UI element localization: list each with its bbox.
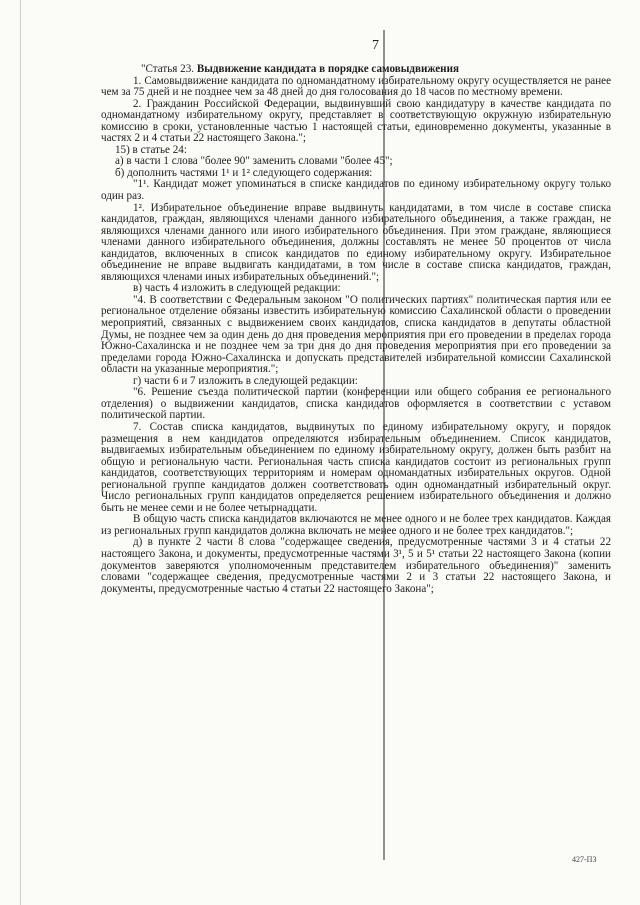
item-v: в) часть 4 изложить в следующей редакции: (133, 282, 341, 295)
article-prefix: "Статья 23. (141, 63, 197, 75)
page-number: 7 (372, 38, 379, 53)
paragraph-1: 1. Самовыдвижение кандидата по одномандатному избирательному округу осуществляется не ранее чем за 75 дней и не позднее чем за 48 дней до дня голосования до 18 часов по местному времени. (101, 74, 611, 99)
item-a: а) в части 1 слова "более 90" заменить словами "более 45"; (115, 155, 393, 168)
paragraph-6: "6. Решение съезда политической партии (конференции или общего собрания ее регионального отделения) о выдвижении кандидатов, списка кандидатов оформляется в соответствии с уставом политической партии. (101, 386, 611, 422)
item-15: 15) в статье 24: (115, 143, 187, 156)
paragraph-7: 7. Состав списка кандидатов, выдвинутых по единому избирательному округу, и порядок размещения в нем кандидатов определяются избирательным объединением. Список кандидатов, выдвигаемых избирательным объединением по единому избирательному округу, должен быть разбит на общую и региональную части. Региональная часть списка кандидатов состоит из региональных групп кандидатов, соответствующих территориям и номерам одномандатных избирательных округов. Одной региональной группе кандидатов должен соответствовать один одномандатный избирательный округ. Число региональных групп кандидатов определяется решением избирательного объединения и должно быть не менее семи и не более четырнадцати. (101, 420, 611, 514)
article-title: Выдвижение кандидата в порядке самовыдвижения (196, 63, 459, 75)
scan-edge-line (20, 0, 21, 905)
document-body (101, 64, 611, 595)
item-b: б) дополнить частями 1¹ и 1² следующего содержания: (115, 166, 373, 179)
paragraph-7-cont: В общую часть списка кандидатов включаются не менее одного и не более трех кандидатов. Каждая из региональных групп кандидатов должна включать не менее одного и не более трех кандидатов."; (101, 513, 611, 537)
paragraph-1-2: 1². Избирательное объединение вправе выдвинуть кандидатами, в том числе в составе списка кандидатов, граждан, являющихся членами данного избирательного объединения, а также граждан, не являющихся членами данного или иного избирательного объединения. При этом граждане, являющиеся членами данного избирательного объединения, должны составлять не менее 50 процентов от числа кандидатов, включенных в список кандидатов по единому избирательному округу. Избирательное объединение не вправе выдвигать кандидатами, в том числе в составе списка кандидатов, граждан, являющихся членами иных избирательных объединений."; (101, 201, 611, 283)
paragraph-1-1: "1¹. Кандидат может упоминаться в списке кандидатов по единому избирательному округу только один раз. (101, 178, 611, 203)
item-d: д) в пункте 2 части 8 слова "содержащее сведения, предусмотренные частями 3 и 4 статьи 22 настоящего Закона, и документы, предусмотренные частями 3¹, 5 и 5¹ статьи 22 настоящего Закона (копии документов заверяются уполномоченным представителем избирательного объединения)" заменить словами "содержащее сведения, предусмотренные частями 2 и 3 статьи 22 настоящего Закона, и документы, предусмотренные частью 4 статьи 22 настоящего Закона"; (101, 536, 611, 595)
footer-code: 427-ПЗ (572, 855, 597, 864)
paragraph-2: 2. Гражданин Российской Федерации, выдвинувший свою кандидатуру в качестве кандидата по одномандатному избирательному округу, представляет в соответствующую окружную избирательную комиссию в сроки, установленные частью 1 настоящей статьи, единовременно документы, указанные в частях 2 и 4 статьи 22 настоящего Закона."; (101, 97, 611, 145)
article-heading (101, 64, 611, 76)
item-g: г) части 6 и 7 изложить в следующей редакции: (133, 374, 358, 387)
paragraph-4: "4. В соответствии с Федеральным законом "О политических партиях" политическая партия или ее региональное отделение обязаны известить избирательную комиссию Сахалинской области о проведении мероприятий, связанных с выдвижением своих кандидатов, списка кандидатов в депутаты областной Думы, не позднее чем за один день до дня проведения мероприятия при его проведении в пределах города Южно-Сахалинска и не позднее чем за три дня до дня проведения мероприятия при его проведении за пределами города Южно-Сахалинска и допускать представителей избирательной комиссии Сахалинской области на указанные мероприятия."; (101, 293, 611, 376)
